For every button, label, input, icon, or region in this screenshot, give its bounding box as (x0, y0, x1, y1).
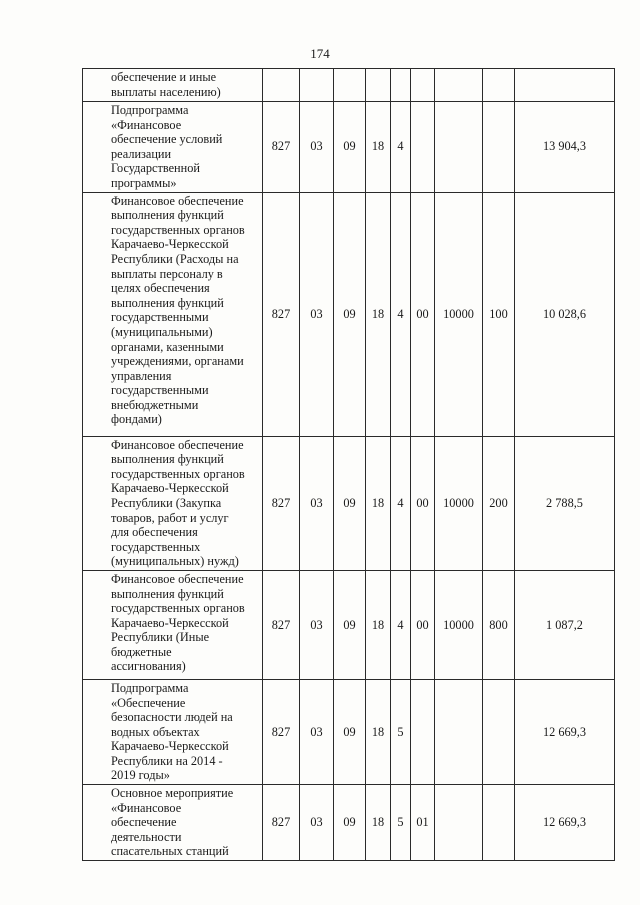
subprogram-code: 4 (391, 192, 411, 436)
direction-code: 10000 (435, 570, 483, 679)
subprogram-code: 5 (391, 679, 411, 784)
row-name: Финансовое обеспечение выполнения функций государственных органов Карачаево-Черкесской Республики (Иные бюджетные ассигнования) (83, 570, 263, 679)
expense-type-code (483, 69, 515, 102)
amount-value: 13 904,3 (515, 102, 615, 193)
amount-value: 12 669,3 (515, 679, 615, 784)
table-row (83, 192, 615, 436)
program-code: 18 (366, 679, 391, 784)
amount-value (515, 69, 615, 102)
row-name: Финансовое обеспечение выполнения функций государственных органов Карачаево-Черкесской Республики (Закупка товаров, работ и услуг для обеспечения государственных (муниципальных) нужд) (83, 436, 263, 570)
direction-code (435, 102, 483, 193)
program-code: 18 (366, 192, 391, 436)
section-code: 03 (300, 785, 334, 861)
direction-code (435, 69, 483, 102)
subsection-code: 09 (334, 436, 366, 570)
amount-value: 10 028,6 (515, 192, 615, 436)
event-code: 00 (411, 192, 435, 436)
expense-type-code: 200 (483, 436, 515, 570)
table-row (83, 436, 615, 570)
section-code: 03 (300, 102, 334, 193)
subsection-code: 09 (334, 570, 366, 679)
program-code: 18 (366, 570, 391, 679)
ministry-code: 827 (263, 570, 300, 679)
expense-type-code: 800 (483, 570, 515, 679)
event-code (411, 102, 435, 193)
subprogram-code: 4 (391, 570, 411, 679)
subprogram-code (391, 69, 411, 102)
event-code (411, 69, 435, 102)
table-row (83, 785, 615, 861)
section-code (300, 69, 334, 102)
expense-type-code (483, 102, 515, 193)
row-name: Финансовое обеспечение выполнения функций государственных органов Карачаево-Черкесской Республики (Расходы на выплаты персоналу в целях обеспечения выполнения функций государственными (муниципальными) органами, казенными учреждениями, органами управления государственными внебюджетными фондами) (83, 192, 263, 436)
row-name: Подпрограмма «Финансовое обеспечение условий реализации Государственной программы» (83, 102, 263, 193)
program-code (366, 69, 391, 102)
row-name: Подпрограмма «Обеспечение безопасности людей на водных объектах Карачаево-Черкесской Республики на 2014 - 2019 годы» (83, 679, 263, 784)
ministry-code: 827 (263, 436, 300, 570)
event-code (411, 679, 435, 784)
section-code: 03 (300, 436, 334, 570)
ministry-code: 827 (263, 102, 300, 193)
program-code: 18 (366, 436, 391, 570)
subsection-code (334, 69, 366, 102)
direction-code: 10000 (435, 192, 483, 436)
subprogram-code: 5 (391, 785, 411, 861)
direction-code (435, 679, 483, 784)
event-code: 00 (411, 436, 435, 570)
section-code: 03 (300, 570, 334, 679)
section-code: 03 (300, 679, 334, 784)
ministry-code: 827 (263, 785, 300, 861)
amount-value: 1 087,2 (515, 570, 615, 679)
ministry-code (263, 69, 300, 102)
table-row (83, 102, 615, 193)
budget-table (82, 68, 615, 861)
section-code: 03 (300, 192, 334, 436)
expense-type-code: 100 (483, 192, 515, 436)
subsection-code: 09 (334, 192, 366, 436)
table-row (83, 570, 615, 679)
direction-code (435, 785, 483, 861)
row-name: Основное мероприятие «Финансовое обеспечение деятельности спасательных станций (83, 785, 263, 861)
ministry-code: 827 (263, 192, 300, 436)
subsection-code: 09 (334, 785, 366, 861)
row-name: обеспечение и иные выплаты населению) (83, 69, 263, 102)
expense-type-code (483, 785, 515, 861)
program-code: 18 (366, 102, 391, 193)
event-code: 00 (411, 570, 435, 679)
amount-value: 2 788,5 (515, 436, 615, 570)
page-number: 174 (310, 46, 330, 61)
subprogram-code: 4 (391, 436, 411, 570)
table-row (83, 679, 615, 784)
event-code: 01 (411, 785, 435, 861)
table-row (83, 69, 615, 102)
amount-value: 12 669,3 (515, 785, 615, 861)
subsection-code: 09 (334, 679, 366, 784)
subprogram-code: 4 (391, 102, 411, 193)
subsection-code: 09 (334, 102, 366, 193)
direction-code: 10000 (435, 436, 483, 570)
ministry-code: 827 (263, 679, 300, 784)
expense-type-code (483, 679, 515, 784)
program-code: 18 (366, 785, 391, 861)
